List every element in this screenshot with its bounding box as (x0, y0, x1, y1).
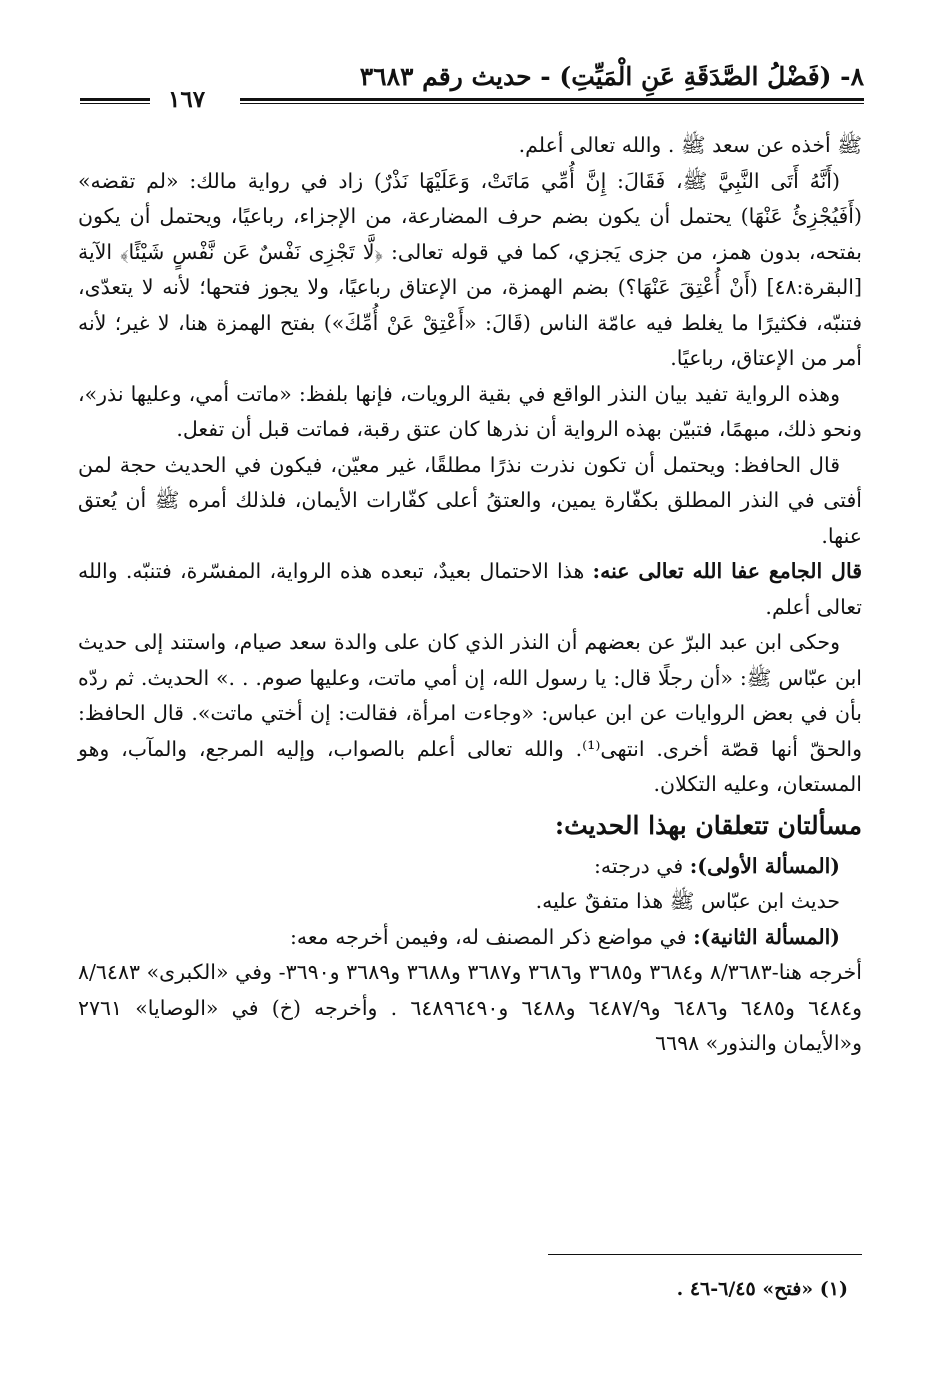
question-1-label: (المسألة الأولى): (689, 853, 840, 878)
paragraph-5 (78, 554, 862, 625)
paragraph-1: ﷺ أخذه عن سعد ﷺ . والله تعالى أعلم. (518, 133, 862, 157)
page-header (80, 58, 864, 113)
question-2-heading (78, 920, 862, 956)
paragraph-5-text: هذا الاحتمال بعيدٌ، تبعده هذه الرواية، المفسّرة، فتنبّه. والله تعالى أعلم. (78, 559, 862, 619)
paragraph-3: وهذه الرواية تفيد بيان النذر الواقع في بقية الرويات، فإنها بلفظ: «ماتت أمي، وعليها نذر»، ونحو ذلك، مبهمًا، فتبيّن بهذه الرواية أن نذرها كان عتق رقبة، فماتت قبل أن تفعل. (78, 381, 862, 441)
paragraph-4: قال الحافظ: ويحتمل أن تكون نذرت نذرًا مطلقًا، غير معيّن، فيكون في الحديث حجة لمن أفتى في النذر المطلق بكفّارة يمين، والعتقُ أعلى كفّارات الأيمان، فلذلك أمره ﷺ أن يُعتق عنها. (78, 452, 862, 548)
footnote: (١) «فتح» ٦/٤٥-٤٦ . (676, 1278, 848, 1300)
header-rule (240, 98, 864, 104)
question-2-label: (المسألة الثانية): (693, 924, 840, 949)
header-rule-left (80, 98, 150, 104)
footnote-separator (548, 1254, 862, 1255)
main-text (78, 128, 862, 1062)
jami-lead: قال الجامع عفا الله تعالى عنه: (592, 559, 862, 583)
question-1-heading (78, 849, 862, 885)
running-head: ٨- (فَضْلُ الصَّدَقَةِ عَنِ الْمَيِّتِ) - حديث رقم ٣٦٨٣ (359, 62, 864, 91)
paragraph-2: (أَنَّهُ أَتَى النَّبِيَّ ﷺ، فَقَالَ: إِنَّ أُمِّي مَاتَتْ، وَعَلَيْهَا نَذْرٌ) زاد في رواية مالك: «لم تقضه» (أَفَيُجْزِئُ عَنْهَا) يحتمل أن يكون بضم حرف المضارعة، من الإجزاء، رباعيًا، ويحتمل أن يكون بفتحه، بدون همز، من جزى يَجزي، كما في قوله تعالى: ﴿لَّا تَجْزِى نَفْسٌ عَن نَّفْسٍ شَيْئًا﴾ الآية [البقرة:٤٨] (أَنْ أُعْتِقَ عَنْهَا؟) بضم الهمزة، من الإعتاق رباعيًا، ولا يجوز فتحها؛ لأنه لا يتعدّى، فتنبّه، فكثيرًا ما يغلط فيه عامّة الناس (قَالَ: «أَعْتِقْ عَنْ أُمِّكَ») بفتح الهمزة هنا، لا غير؛ لأنه أمر من الإعتاق، رباعيًا. (78, 168, 862, 370)
section-title: مسألتان تتعلقان بهذا الحديث: (554, 810, 862, 840)
question-1-text: حديث ابن عبّاس ﷺ هذا متفقٌ عليه. (535, 889, 840, 913)
paragraph-6: وحكى ابن عبد البرّ عن بعضهم أن النذر الذي كان على والدة سعد صيام، واستند إلى حديث ابن عبّاس ﷺ: «أن رجلًا قال: يا رسول الله، إن أمي ماتت، وعليها صوم. . .» الحديث. ثم ردّه بأن في بعض الروايات عن ابن عباس: «وجاءت امرأة، فقالت: إن أختي ماتت». قال الحافظ: والحقّ أنها قصّة أخرى. انتهى⁽¹⁾. والله تعالى أعلم بالصواب، وإليه المرجع، والمآب، وهو المستعان، وعليه التكلان. (78, 630, 862, 796)
question-1-subject: في درجته: (593, 853, 690, 878)
question-2-text: أخرجه هنا-٨/٣٦٨٣ و٣٦٨٤ و٣٦٨٥ و٣٦٨٦ و٣٦٨٧ و٣٦٨٨ و٣٦٨٩ و٣٦٩٠- وفي «الكبرى» ٨/٦٤٨٣ و٦٤٨٤ و٦٤٨٥ و٦٤٨٦ و٦٤٨٧/٩ و٦٤٨٨ و٦٤٨٩٦٤٩٠ . وأخرجه (خ) في «الوصايا» ٢٧٦١ و«الأيمان والنذور» ٦٦٩٨ (78, 960, 863, 1055)
page-number: ١٦٧ (168, 86, 206, 113)
question-2-subject: في مواضع ذكر المصنف له، وفيمن أخرجه معه: (289, 924, 694, 949)
